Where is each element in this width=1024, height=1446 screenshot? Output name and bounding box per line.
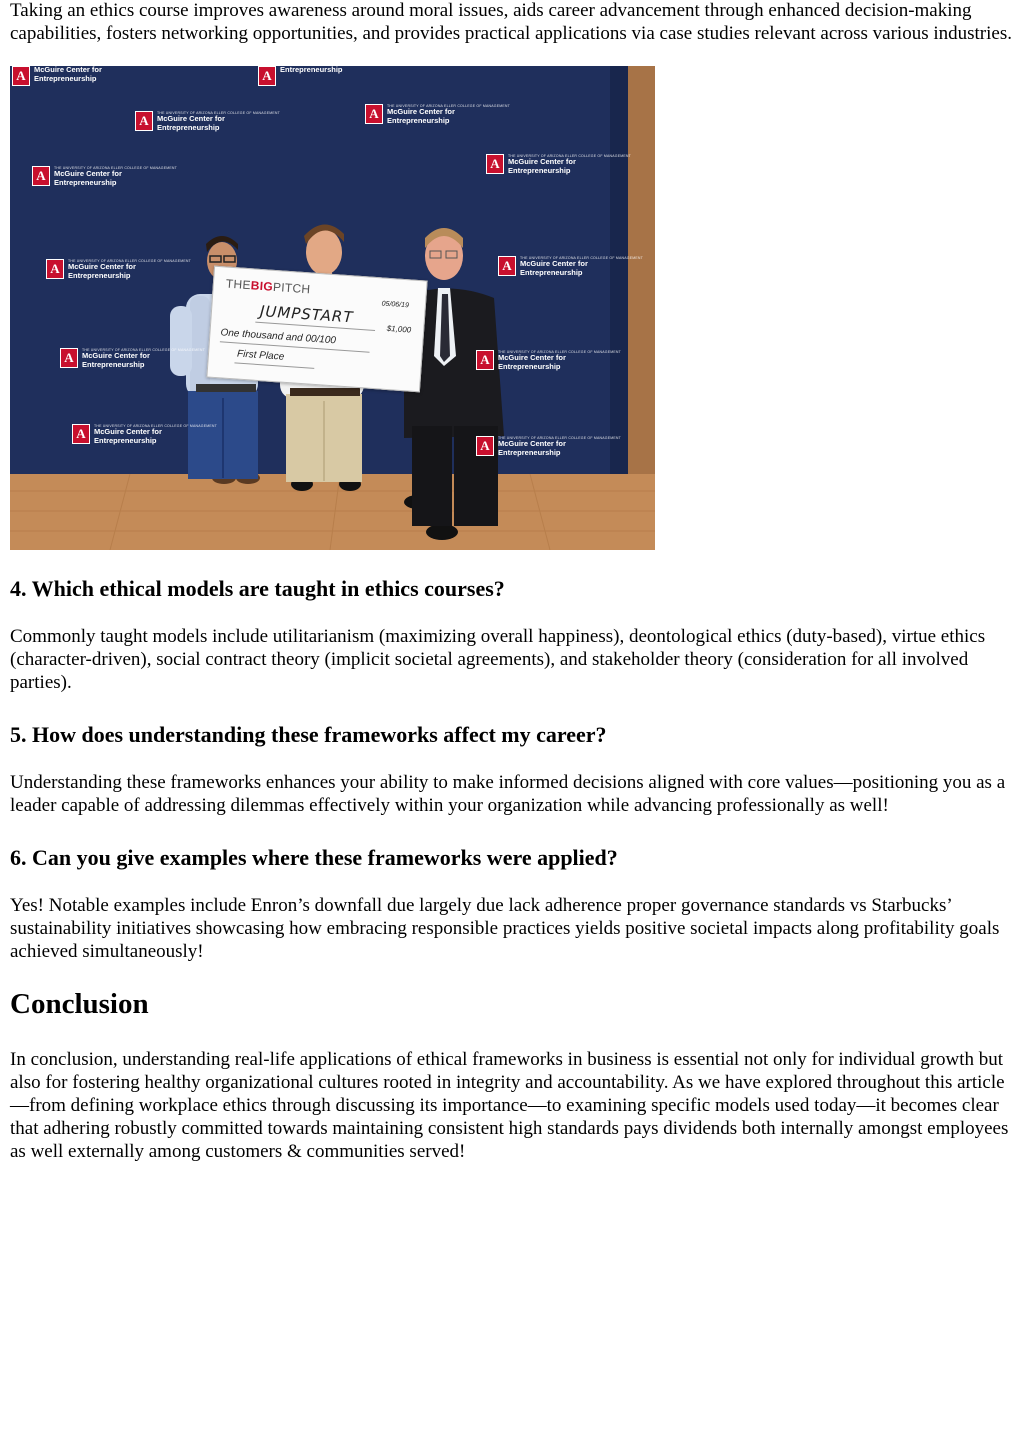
backdrop-logo: A THE UNIVERSITY OF ARIZONA ELLER COLLEGE OF MANAGEMENT McGuire Center for Entrepreneurship	[486, 154, 631, 175]
conclusion-heading: Conclusion	[10, 988, 149, 1020]
award-photo	[10, 66, 655, 550]
backdrop-logo: A Entrepreneurship	[258, 66, 343, 86]
arizona-a-icon: A	[498, 256, 516, 276]
backdrop-logo: A McGuire Center for Entrepreneurship	[12, 66, 102, 86]
intro-paragraph: Taking an ethics course improves awareness around moral issues, aids career advancement through enhanced decision-making capabilities, fosters networking opportunities, and provides practical applications via case studies relevant across various industries.	[10, 0, 1012, 44]
backdrop-logo: A THE UNIVERSITY OF ARIZONA ELLER COLLEGE OF MANAGEMENT McGuire Center for Entrepreneurship	[365, 104, 510, 125]
arizona-a-icon: A	[258, 66, 276, 86]
backdrop-logo: A THE UNIVERSITY OF ARIZONA ELLER COLLEGE OF MANAGEMENT McGuire Center for Entrepreneurship	[60, 348, 205, 369]
conclusion-body: In conclusion, understanding real-life applications of ethical frameworks in business is essential not only for individual growth but also for fostering healthy organizational cultures rooted in integrity and accountability. As we have explored throughout this article—from defining workplace ethics through discussing its importance—to examining specific models used today—it becomes clear that adhering robustly committed towards maintaining consistent high standards pays dividends both internally amongst employees as well externally among customers & communities served!	[10, 1049, 1009, 1162]
big-pitch-check	[206, 266, 427, 393]
arizona-a-icon: A	[135, 111, 153, 131]
section-heading: 6. Can you give examples where these frameworks were applied?	[10, 845, 618, 870]
check-payee: JUMPSTART	[259, 302, 355, 327]
check-amount: $1,000	[386, 323, 412, 335]
arizona-a-icon: A	[72, 424, 90, 444]
section-body: Commonly taught models include utilitarianism (maximizing overall happiness), deontological ethics (duty-based), virtue ethics (character-driven), social contract theory (implicit societal agreements), and stakeholder theory (consideration for all involved parties).	[10, 626, 986, 693]
arizona-a-icon: A	[60, 348, 78, 368]
arizona-a-icon: A	[476, 436, 494, 456]
arizona-a-icon: A	[12, 66, 30, 86]
check-brand: THEBIGPITCH	[225, 276, 311, 297]
backdrop-logo: A THE UNIVERSITY OF ARIZONA ELLER COLLEGE OF MANAGEMENT McGuire Center for Entrepreneurship	[498, 256, 643, 277]
arizona-a-icon: A	[46, 259, 64, 279]
check-date: 05/06/19	[381, 300, 410, 310]
backdrop-logo: A THE UNIVERSITY OF ARIZONA ELLER COLLEGE OF MANAGEMENT McGuire Center for Entrepreneurship	[476, 436, 621, 457]
check-amount-words: One thousand and 00/100	[220, 327, 337, 347]
section-heading: 5. How does understanding these frameworks affect my career?	[10, 722, 607, 747]
backdrop-logo: A THE UNIVERSITY OF ARIZONA ELLER COLLEGE OF MANAGEMENT McGuire Center for Entrepreneurship	[72, 424, 217, 445]
backdrop-logo: A THE UNIVERSITY OF ARIZONA ELLER COLLEGE OF MANAGEMENT McGuire Center for Entrepreneurship	[476, 350, 621, 371]
arizona-a-icon: A	[365, 104, 383, 124]
section-body: Understanding these frameworks enhances your ability to make informed decisions aligned with core values—positioning you as a leader capable of addressing dilemmas effectively within your organization while advancing professionally as well!	[10, 772, 1006, 816]
arizona-a-icon: A	[32, 166, 50, 186]
arizona-a-icon: A	[486, 154, 504, 174]
backdrop-logo: A THE UNIVERSITY OF ARIZONA ELLER COLLEGE OF MANAGEMENT McGuire Center for Entrepreneurship	[32, 166, 177, 187]
arizona-a-icon: A	[476, 350, 494, 370]
backdrop-logo: A THE UNIVERSITY OF ARIZONA ELLER COLLEGE OF MANAGEMENT McGuire Center for Entrepreneurship	[135, 111, 280, 132]
check-memo: First Place	[236, 348, 285, 363]
section-heading: 4. Which ethical models are taught in ethics courses?	[10, 576, 505, 601]
backdrop-logo: A THE UNIVERSITY OF ARIZONA ELLER COLLEGE OF MANAGEMENT McGuire Center for Entrepreneurship	[46, 259, 191, 280]
section-body: Yes! Notable examples include Enron’s downfall due largely due lack adherence proper governance standards vs Starbucks’ sustainability initiatives showcasing how embracing responsible practices yields positive societal impacts along profitability goals achieved simultaneously!	[10, 895, 1000, 962]
check-memo-line	[234, 362, 314, 369]
